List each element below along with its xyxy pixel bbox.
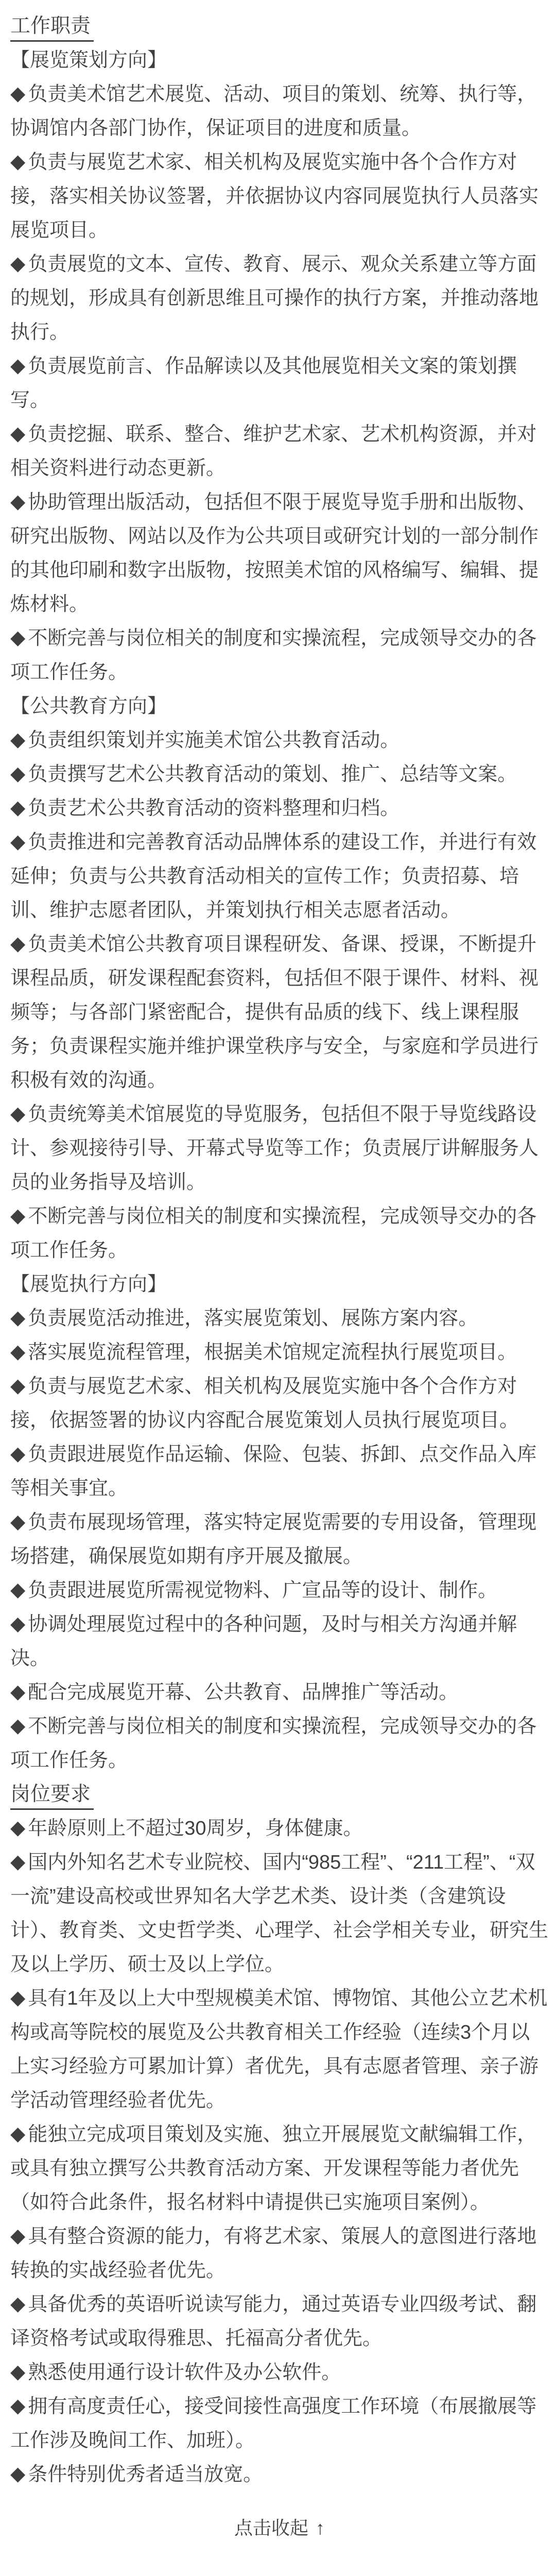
collapse-footer <box>10 2511 549 2545</box>
bullet-item <box>10 2458 549 2492</box>
bullet-diamond-icon: ◆ <box>10 253 26 275</box>
bullet-diamond-icon: ◆ <box>10 763 26 785</box>
bullet-item <box>10 621 549 689</box>
responsibilities-heading-text: 工作职责 <box>10 15 94 42</box>
bullet-diamond-icon: ◆ <box>10 2361 26 2383</box>
bullet-diamond-icon: ◆ <box>10 2123 26 2145</box>
bullet-item <box>10 1675 549 1709</box>
bullet-diamond-icon: ◆ <box>10 1511 26 1533</box>
bullet-diamond-icon: ◆ <box>10 627 26 649</box>
bullet-diamond-icon: ◆ <box>10 1103 26 1125</box>
bullet-diamond-icon: ◆ <box>10 797 26 819</box>
bullet-text: 负责美术馆艺术展览、活动、项目的策划、统筹、执行等，协调馆内各部门协作，保证项目的进度和质量。 <box>10 83 537 139</box>
bullet-diamond-icon: ◆ <box>10 1613 26 1635</box>
bullet-item <box>10 2219 549 2287</box>
bullet-item <box>10 2117 549 2219</box>
bullet-diamond-icon: ◆ <box>10 1851 26 1873</box>
bullet-item <box>10 2287 549 2355</box>
bullet-diamond-icon: ◆ <box>10 423 26 445</box>
bullet-text: 负责展览的文本、宣传、教育、展示、观众关系建立等方面的规划，形成具有创新思维且可操作的执行方案，并推动落地执行。 <box>10 253 539 343</box>
responsibilities-heading <box>10 9 549 43</box>
bullet-item <box>10 1335 549 1369</box>
bullet-item <box>10 1505 549 1573</box>
bullet-text: 负责跟进展览所需视觉物料、广宣品等的设计、制作。 <box>28 1580 498 1601</box>
bullet-text: 负责美术馆公共教育项目课程研发、备课、授课，不断提升课程品质，研发课程配套资料，包括但不限于课件、材料、视频等；与各部门紧密配合，提供有品质的线下、线上课程服务；负责课程实施并维护课堂秩序与安全，与家庭和学员进行积极有效的沟通。 <box>10 934 539 1091</box>
bullet-item <box>10 1369 549 1437</box>
bullet-diamond-icon: ◆ <box>10 1375 26 1397</box>
bullet-diamond-icon: ◆ <box>10 1817 26 1839</box>
bullet-diamond-icon: ◆ <box>10 1987 26 2009</box>
bullet-text: 具备优秀的英语听说读写能力，通过英语专业四级考试、翻译资格考试或取得雅思、托福高分者优先。 <box>10 2294 537 2349</box>
bullet-item <box>10 1097 549 1199</box>
bullet-text: 能独立完成项目策划及实施、独立开展展览文献编辑工作，或具有独立撰写公共教育活动方案、开发课程等能力者优先（如符合此条件，报名材料中请提供已实施项目案例）。 <box>10 2124 537 2213</box>
bullet-item <box>10 1709 549 1777</box>
bullet-item <box>10 417 549 485</box>
bullet-text: 国内外知名艺术专业院校、国内“985工程”、“211工程”、“双一流”建设高校或世界知名大学艺术类、设计类（含建筑设计）、教育类、文史哲学类、心理学、社会学相关专业，研究生及以上学历、硕士及以上学位。 <box>10 1852 549 1975</box>
bullet-diamond-icon: ◆ <box>10 83 26 105</box>
requirements-heading <box>10 1777 549 1811</box>
bullet-text: 负责展览前言、作品解读以及其他展览相关文案的策划撰写。 <box>10 355 517 411</box>
bullet-text: 配合完成展览开幕、公共教育、品牌推广等活动。 <box>28 1682 459 1703</box>
bullet-item <box>10 2389 549 2458</box>
bullet-text: 负责艺术公共教育活动的资料整理和归档。 <box>28 798 400 819</box>
bullet-text: 年龄原则上不超过30周岁，身体健康。 <box>28 1818 363 1839</box>
bullet-diamond-icon: ◆ <box>10 355 26 377</box>
collapse-label: 点击收起 <box>234 2517 308 2538</box>
bullet-item <box>10 927 549 1097</box>
bullet-item <box>10 1437 549 1505</box>
bullet-text: 负责与展览艺术家、相关机构及展览实施中各个合作方对接，落实相关协议签署，并依据协议内容同展览执行人员落实展览项目。 <box>10 151 539 241</box>
bullet-diamond-icon: ◆ <box>10 1341 26 1363</box>
bullet-text: 负责布展现场管理，落实特定展览需要的专用设备，管理现场搭建，确保展览如期有序开展及撤展。 <box>10 1512 537 1567</box>
bullet-diamond-icon: ◆ <box>10 1443 26 1465</box>
bullet-text: 负责推进和完善教育活动品牌体系的建设工作，并进行有效延伸；负责与公共教育活动相关的宣传工作；负责招募、培训、维护志愿者团队，并策划执行相关志愿者活动。 <box>10 832 537 921</box>
bullet-text: 负责撰写艺术公共教育活动的策划、推广、总结等文案。 <box>28 764 517 785</box>
bullet-item <box>10 723 549 757</box>
bullet-item <box>10 1301 549 1335</box>
bullet-text: 具有整合资源的能力，有将艺术家、策展人的意图进行落地转换的实战经验者优先。 <box>10 2226 537 2281</box>
bullet-text: 负责与展览艺术家、相关机构及展览实施中各个合作方对接，依据签署的协议内容配合展览策划人员执行展览项目。 <box>10 1376 519 1431</box>
bullet-text: 条件特别优秀者适当放宽。 <box>28 2464 263 2485</box>
bullet-item <box>10 825 549 927</box>
bullet-diamond-icon: ◆ <box>10 933 26 955</box>
bullet-item <box>10 1573 549 1607</box>
bullet-text: 负责组织策划并实施美术馆公共教育活动。 <box>28 730 400 751</box>
bullet-text: 具有1年及以上大中型规模美术馆、博物馆、其他公立艺术机构或高等院校的展览及公共教育相关工作经验（连续3个月以上实习经验方可累加计算）者优先，具有志愿者管理、亲子游学活动管理经验者优先。 <box>10 1988 548 2111</box>
direction-label-public-education: 【公共教育方向】 <box>10 696 167 717</box>
bullet-text: 负责挖掘、联系、整合、维护艺术家、艺术机构资源，并对相关资料进行动态更新。 <box>10 423 537 479</box>
bullet-diamond-icon: ◆ <box>10 1579 26 1601</box>
requirements-heading-text: 岗位要求 <box>10 1783 94 1810</box>
bullet-diamond-icon: ◆ <box>10 1205 26 1227</box>
bullet-item <box>10 77 549 145</box>
bullet-item <box>10 145 549 247</box>
bullet-item <box>10 1981 549 2117</box>
direction-label-exhibition-planning: 【展览策划方向】 <box>10 49 167 71</box>
bullet-diamond-icon: ◆ <box>10 1681 26 1703</box>
bullet-text: 不断完善与岗位相关的制度和实操流程，完成领导交办的各项工作任务。 <box>10 1716 537 1771</box>
bullet-text: 落实展览流程管理，根据美术馆规定流程执行展览项目。 <box>28 1342 517 1363</box>
bullet-text: 负责跟进展览作品运输、保险、包装、拆卸、点交作品入库等相关事宜。 <box>10 1444 537 1499</box>
bullet-item <box>10 1199 549 1267</box>
bullet-item <box>10 1811 549 1845</box>
bullet-item <box>10 349 549 417</box>
bullet-text: 协调处理展览过程中的各种问题，及时与相关方沟通并解决。 <box>10 1614 517 1669</box>
bullet-text: 负责展览活动推进，落实展览策划、展陈方案内容。 <box>28 1308 478 1329</box>
bullet-text: 不断完善与岗位相关的制度和实操流程，完成领导交办的各项工作任务。 <box>10 1206 537 1261</box>
bullet-diamond-icon: ◆ <box>10 729 26 751</box>
bullet-diamond-icon: ◆ <box>10 151 26 173</box>
direction-label-exhibition-execution: 【展览执行方向】 <box>10 1274 167 1295</box>
bullet-text: 负责统筹美术馆展览的导览服务，包括但不限于导览线路设计、参观接待引导、开幕式导览等工作；负责展厅讲解服务人员的业务指导及培训。 <box>10 1104 539 1193</box>
bullet-item <box>10 791 549 825</box>
bullet-text: 拥有高度责任心，接受间接性高强度工作环境（布展撤展等工作涉及晚间工作、加班）。 <box>10 2396 537 2451</box>
bullet-diamond-icon: ◆ <box>10 1715 26 1737</box>
bullet-item <box>10 1607 549 1675</box>
collapse-button[interactable] <box>234 2511 325 2545</box>
bullet-diamond-icon: ◆ <box>10 1307 26 1329</box>
bullet-diamond-icon: ◆ <box>10 2293 26 2315</box>
bullet-item <box>10 485 549 621</box>
bullet-diamond-icon: ◆ <box>10 2463 26 2485</box>
bullet-text: 熟悉使用通行设计软件及办公软件。 <box>28 2362 341 2383</box>
bullet-text: 协助管理出版活动，包括但不限于展览导览手册和出版物、研究出版物、网站以及作为公共项目或研究计划的一部分制作的其他印刷和数字出版物，按照美术馆的风格编写、编辑、提炼材料。 <box>10 492 539 615</box>
bullet-item <box>10 1845 549 1981</box>
bullet-diamond-icon: ◆ <box>10 2225 26 2247</box>
bullet-item <box>10 247 549 349</box>
bullet-item <box>10 757 549 791</box>
bullet-diamond-icon: ◆ <box>10 831 26 853</box>
bullet-item <box>10 2355 549 2389</box>
bullet-diamond-icon: ◆ <box>10 491 26 513</box>
bullet-text: 不断完善与岗位相关的制度和实操流程，完成领导交办的各项工作任务。 <box>10 628 537 683</box>
up-arrow-icon: ↑ <box>316 2517 325 2538</box>
bullet-diamond-icon: ◆ <box>10 2395 26 2417</box>
